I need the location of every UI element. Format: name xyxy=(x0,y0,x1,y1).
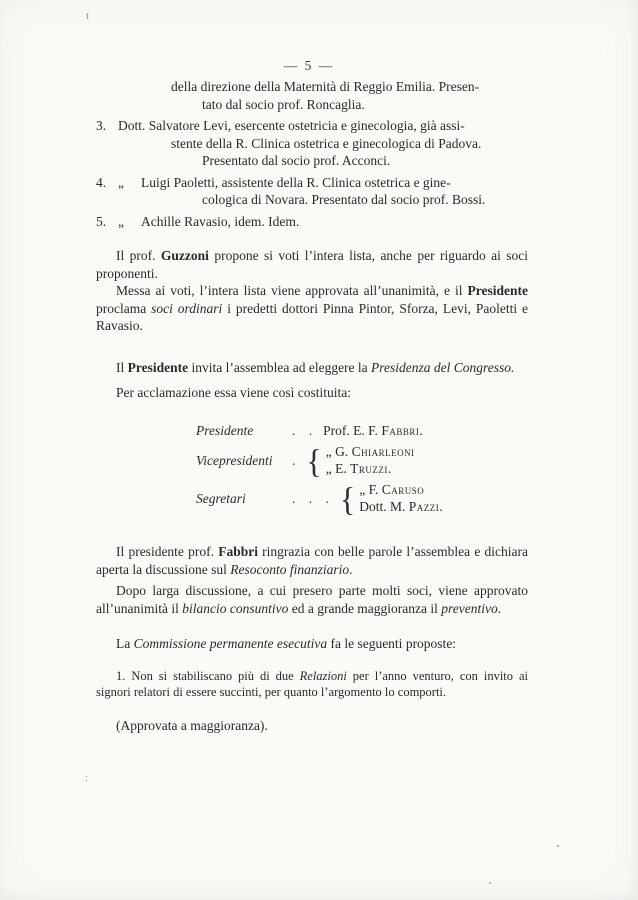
text-run: Dopo larga discussione, a cui presero parte molti soci, viene approvato all’unanimità il xyxy=(96,583,528,616)
item-number: 3. xyxy=(96,118,107,133)
text-run-bold: Presidente xyxy=(467,283,528,298)
text-run-italic: Relazioni xyxy=(299,668,347,683)
text-run-italic: preventivo xyxy=(441,600,498,616)
text-run: Dott. M. xyxy=(359,498,409,514)
text-run-bold: Guzzoni xyxy=(160,248,209,263)
text-run: Il xyxy=(116,359,128,375)
text-run-italic: bilancio consuntivo xyxy=(182,600,289,616)
leader-dots: . xyxy=(292,452,301,468)
surname-smallcaps: Chiarleoni xyxy=(351,444,415,459)
paragraph-messa xyxy=(96,282,528,335)
officer-role: Segretari xyxy=(196,490,246,506)
brace-glyph: { xyxy=(339,479,356,518)
officer-role: Vicepresidenti xyxy=(196,452,273,468)
text-run-bold: Presidente xyxy=(127,359,189,375)
paragraph-proposta xyxy=(96,668,528,700)
text-run-italic: soci ordinari xyxy=(151,300,223,316)
scan-speck xyxy=(557,845,559,847)
officer-name-group xyxy=(326,444,415,477)
text-run: . xyxy=(439,498,443,514)
text-run: ed a grande maggioranza il xyxy=(288,600,442,616)
text-run: Il presidente prof. xyxy=(116,544,219,559)
text-run: . xyxy=(497,600,502,616)
text-run: Il prof. xyxy=(116,248,161,263)
text-run: per l’anno venturo, con invito ai signori relatori di essere succinti, per quanto l’argomento lo comporti. xyxy=(96,668,528,699)
text-run: fa le seguenti proposte: xyxy=(327,636,457,651)
paragraph-commissione xyxy=(96,635,528,653)
scan-speck xyxy=(489,882,491,884)
text-run: 1. Non si stabiliscano più di due xyxy=(116,668,300,683)
surname-smallcaps: Pazzi xyxy=(408,498,440,514)
text-run: „ G. xyxy=(325,444,352,459)
page-number: — 5 — xyxy=(283,58,335,73)
paragraph-approvata xyxy=(96,717,528,735)
text-run-italic: Commissione permanente esecutiva xyxy=(133,636,328,651)
text-line: cologica di Novara. Presentato dal socio prof. Bossi. xyxy=(202,192,486,207)
text-line xyxy=(96,117,528,135)
officer-row-segretari xyxy=(196,479,528,518)
item-number: 4. xyxy=(96,174,107,190)
paragraph-acclamazione xyxy=(96,384,528,402)
surname-smallcaps: Caruso xyxy=(381,482,425,497)
text-line: Presentato dal socio prof. Acconci. xyxy=(202,153,391,168)
list-item-3 xyxy=(96,117,528,170)
ditto-mark: „ xyxy=(118,174,124,190)
item-number: 5. xyxy=(96,213,107,229)
text-run: Messa ai voti, l’intera lista viene approvata all’unanimità, e il xyxy=(116,283,468,298)
text-run: . xyxy=(419,422,423,438)
surname-smallcaps: Fabbri xyxy=(381,422,420,438)
item-text: Achille Ravasio, idem. Idem. xyxy=(141,213,300,229)
text-line xyxy=(96,213,528,231)
text-run: . xyxy=(349,561,353,577)
paragraph-bilancio xyxy=(96,582,528,617)
text-run: i predetti dottori Pinna Pintor, Sforza, Levi, Paoletti e Ravasio. xyxy=(96,300,528,333)
text-line: della direzione della Maternità di Reggio Emilia. Presen- xyxy=(171,79,480,94)
brace-glyph: { xyxy=(306,441,322,480)
surname-smallcaps: Truzzi xyxy=(350,460,388,476)
officer-row-presidente xyxy=(196,422,528,440)
leader-dots: . . xyxy=(292,422,318,438)
text-line xyxy=(96,174,528,192)
text-run: „ F. xyxy=(359,482,382,497)
text-line: tato dal socio prof. Roncaglia. xyxy=(202,96,365,112)
leader-dots: . . . xyxy=(292,490,334,506)
text-line: stente della R. Clinica ostetrica e ginecologica di Padova. xyxy=(171,135,482,151)
officer-name xyxy=(326,444,415,461)
officer-row-vicepresidenti xyxy=(196,441,528,480)
paragraph-fabbri xyxy=(96,543,528,578)
scan-artifact: : xyxy=(85,772,89,784)
officer-name xyxy=(323,422,423,440)
text-block xyxy=(96,78,528,734)
paragraph-guzzoni xyxy=(96,247,528,282)
ditto-mark: „ xyxy=(118,213,124,229)
paragraph-invita xyxy=(96,359,528,377)
text-run: ringrazia con belle parole l’assemblea e dichiara aperta la discussione sul xyxy=(96,544,528,577)
scan-artifact: t xyxy=(86,10,90,22)
officer-name xyxy=(359,482,442,499)
officer-role: Presidente xyxy=(196,422,254,438)
text-run: . xyxy=(387,460,392,476)
text-run: Prof. E. F. xyxy=(323,422,382,438)
officer-name-group xyxy=(359,482,442,515)
text-run-italic: Presidenza del Congresso. xyxy=(371,359,515,375)
text-run-italic: Resoconto finanziario xyxy=(230,561,350,577)
list-item-4 xyxy=(96,174,528,209)
list-item-continuation xyxy=(96,78,528,113)
text-run: „ E. xyxy=(325,460,351,476)
list-item-5 xyxy=(96,213,528,231)
officer-name xyxy=(359,499,442,516)
officers-list xyxy=(196,422,528,516)
text-run: La xyxy=(116,636,134,651)
text-run-bold: Fabbri xyxy=(218,544,258,559)
text-run: (Approvata a maggioranza). xyxy=(116,717,268,733)
text-run: proclama xyxy=(96,300,152,316)
text-run: propone si voti l’intera lista, anche per riguardo ai soci proponenti. xyxy=(96,248,528,281)
officer-name xyxy=(326,461,415,478)
item-text: Luigi Paoletti, assistente della R. Clinica ostetrica e gine- xyxy=(141,174,451,190)
item-text: Dott. Salvatore Levi, esercente ostetricia e ginecologia, già assi- xyxy=(118,118,465,133)
text-run: Per acclamazione essa viene così costituita: xyxy=(116,385,352,400)
text-run: invita l’assemblea ad eleggere la xyxy=(188,359,372,375)
